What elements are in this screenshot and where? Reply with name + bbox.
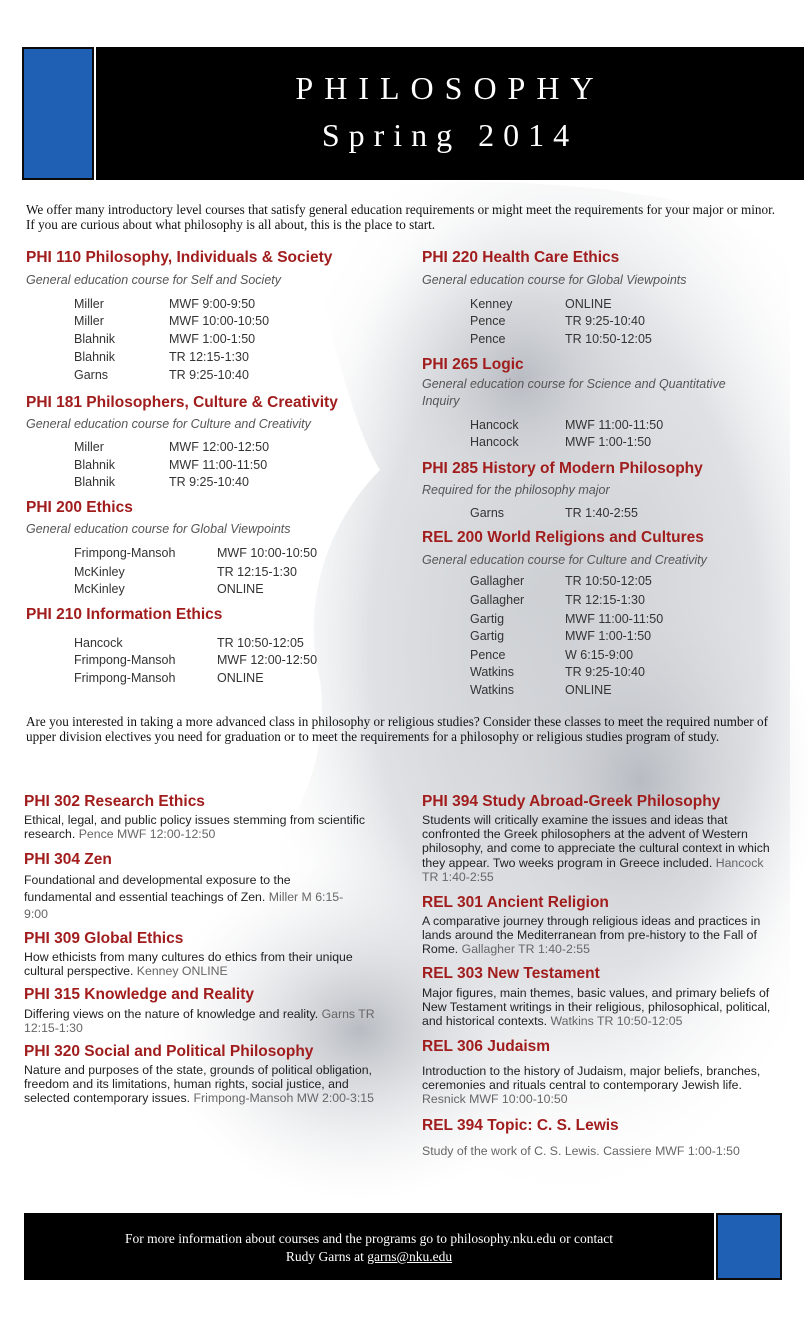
- course-title: PHI 304 Zen: [24, 851, 112, 868]
- section-time: MWF 1:00-1:50: [565, 629, 652, 643]
- page-title: PHILOSOPHY: [295, 70, 605, 106]
- course-description: [24, 1007, 389, 1035]
- section-time: W 6:15-9:00: [565, 648, 634, 662]
- section-time: MWF 11:00-11:50: [169, 458, 268, 472]
- footer-blue-block: [716, 1213, 782, 1280]
- course-desc-text: Major figures, main themes, basic values, and primary beliefs of New Testament writings in their religious, philosophical, political, and historical contexts.: [422, 986, 771, 1029]
- section-instructor: Watkins: [470, 665, 514, 679]
- intro-paragraph: We offer many introductory level courses that satisfy general education requirements or might meet the requirements for your major or minor. If you are curious about what philosophy is all about, this is the place to start.: [26, 202, 776, 232]
- course-desc-text: A comparative journey through religious ideas and practices in lands around the Mediterranean from pre-history to the Fall of Rome.: [422, 914, 761, 957]
- section-time: TR 9:25-10:40: [169, 475, 249, 489]
- section-time: MWF 12:00-12:50: [217, 653, 318, 667]
- header-blue-block: [22, 47, 94, 180]
- section-time: ONLINE: [565, 683, 612, 697]
- section-time: MWF 10:00-10:50: [169, 314, 270, 328]
- section-instructor: Pence: [470, 314, 506, 328]
- course-note: Required for the philosophy major: [422, 483, 610, 497]
- course-title: PHI 265 Logic: [422, 356, 524, 373]
- section-instructor: Blahnik: [74, 350, 115, 364]
- course-desc-text: Differing views on the nature of knowledge and reality.: [24, 1007, 319, 1021]
- course-title: PHI 309 Global Ethics: [24, 930, 184, 947]
- section-instructor: Pence: [470, 332, 506, 346]
- course-desc-text: Foundational and developmental exposure to the fundamental and essential teachings of Zen.: [24, 873, 291, 904]
- section-instructor: Gartig: [470, 629, 505, 643]
- section-time: TR 10:50-12:05: [217, 636, 304, 650]
- section-time: TR 12:15-1:30: [565, 593, 645, 607]
- section-instructor: Kenney: [470, 297, 513, 311]
- section-time: MWF 12:00-12:50: [169, 440, 270, 454]
- section-instructor: Frimpong-Mansoh: [74, 671, 176, 685]
- section-instructor: Blahnik: [74, 475, 115, 489]
- course-note: General education course for Culture and Creativity: [422, 553, 707, 567]
- course-title: PHI 210 Information Ethics: [26, 606, 223, 623]
- section-time: MWF 10:00-10:50: [217, 546, 318, 560]
- course-desc-text: How ethicists from many cultures do ethics from their unique cultural perspective.: [24, 950, 353, 979]
- section-instructor: Hancock: [470, 435, 519, 449]
- course-title: REL 303 New Testament: [422, 965, 600, 982]
- section-instructor: Blahnik: [74, 332, 115, 346]
- course-description: [422, 1064, 777, 1107]
- course-schedule: Kenney ONLINE: [136, 964, 228, 979]
- section-time: MWF 1:00-1:50: [169, 332, 256, 346]
- footer-line1: For more information about courses and the programs go to philosophy.nku.edu or contact: [124, 1231, 614, 1246]
- course-title: PHI 394 Study Abroad-Greek Philosophy: [422, 793, 721, 810]
- section-instructor: Miller: [74, 297, 104, 311]
- course-description: [422, 813, 782, 884]
- course-schedule: Garns TR 12:15-1:30: [24, 1007, 375, 1036]
- course-description: [422, 1144, 787, 1158]
- course-title: PHI 110 Philosophy, Individuals & Society: [26, 249, 333, 266]
- header-black-banner: [96, 47, 804, 180]
- course-schedule: Pence MWF 12:00-12:50: [78, 827, 216, 842]
- section-instructor: Blahnik: [74, 458, 115, 472]
- section-time: TR 9:25-10:40: [565, 665, 645, 679]
- section-instructor: Gartig: [470, 612, 505, 626]
- section-time: ONLINE: [217, 582, 264, 596]
- course-description: [24, 950, 389, 978]
- course-desc-text: Ethical, legal, and public policy issues stemming from scientific research.: [24, 813, 366, 842]
- section-instructor: Frimpong-Mansoh: [74, 653, 176, 667]
- course-desc-text: Nature and purposes of the state, grounds of political obligation, freedom and its limitations, human rights, social justice, and selected contemporary issues.: [24, 1063, 372, 1106]
- footer-line2: [24, 1248, 714, 1266]
- section-instructor: Miller: [74, 440, 104, 454]
- section-instructor: Pence: [470, 648, 506, 662]
- section-time: TR 9:25-10:40: [565, 314, 645, 328]
- section-time: TR 12:15-1:30: [169, 350, 249, 364]
- section-instructor: McKinley: [74, 565, 125, 579]
- section-time: ONLINE: [565, 297, 612, 311]
- course-description: [24, 813, 394, 841]
- section-time: MWF 11:00-11:50: [565, 418, 664, 432]
- course-schedule: Miller M 6:15-9:00: [24, 890, 344, 921]
- course-note: General education course for Global Viewpoints: [422, 273, 687, 287]
- section-instructor: Garns: [470, 506, 505, 520]
- footer-contact: [24, 1230, 714, 1266]
- course-schedule: Gallagher TR 1:40-2:55: [461, 942, 590, 957]
- course-title: PHI 302 Research Ethics: [24, 793, 205, 810]
- course-schedule: Resnick MWF 10:00-10:50: [422, 1092, 568, 1107]
- section-time: TR 1:40-2:55: [565, 506, 638, 520]
- course-note: General education course for Science and Quantitative Inquiry: [422, 377, 726, 408]
- section-instructor: Gallagher: [470, 574, 525, 588]
- course-note: General education course for Culture and Creativity: [26, 417, 311, 431]
- course-description: [422, 986, 787, 1029]
- section-instructor: Watkins: [470, 683, 514, 697]
- section-instructor: McKinley: [74, 582, 125, 596]
- course-note: General education course for Self and Society: [26, 273, 282, 287]
- course-desc-text: Introduction to the history of Judaism, major beliefs, branches, ceremonies and rituals central to contemporary Jewish life.: [422, 1064, 761, 1093]
- section-time: TR 9:25-10:40: [169, 368, 249, 382]
- course-schedule: Cassiere MWF 1:00-1:50: [603, 1144, 740, 1158]
- section-instructor: Garns: [74, 368, 109, 382]
- section-instructor: Hancock: [74, 636, 123, 650]
- section-time: MWF 9:00-9:50: [169, 297, 256, 311]
- course-schedule: Hancock TR 1:40-2:55: [422, 855, 764, 884]
- course-desc-text: Study of the work of C. S. Lewis.: [422, 1144, 600, 1158]
- footer-contact-name: Rudy Garns at: [285, 1249, 368, 1264]
- section-time: TR 12:15-1:30: [217, 565, 297, 579]
- course-desc-text: Students will critically examine the issues and ideas that confronted the Greek philosophers at the advent of Western philosophy, and come to appreciate the cultural context in which they appear. Two weeks program in Greece included.: [422, 813, 770, 870]
- course-title: REL 394 Topic: C. S. Lewis: [422, 1117, 619, 1134]
- upper-division-intro: Are you interested in taking a more advanced class in philosophy or religious studies? Consider these classes to meet the required number of upper division electives you need for graduation or to meet the requirements for a philosophy or religious studies program of study.: [26, 714, 768, 744]
- footer-email-link[interactable]: garns@nku.edu: [367, 1249, 453, 1264]
- course-title: PHI 181 Philosophers, Culture & Creativity: [26, 394, 338, 411]
- course-description: [24, 872, 344, 923]
- section-time: ONLINE: [217, 671, 264, 685]
- course-title: REL 306 Judaism: [422, 1038, 551, 1055]
- course-title: PHI 320 Social and Political Philosophy: [24, 1043, 314, 1060]
- section-time: MWF 1:00-1:50: [565, 435, 652, 449]
- course-title: PHI 285 History of Modern Philosophy: [422, 460, 703, 477]
- course-description: [24, 1063, 394, 1106]
- section-time: TR 10:50-12:05: [565, 332, 652, 346]
- section-instructor: Hancock: [470, 418, 519, 432]
- course-title: PHI 200 Ethics: [26, 499, 133, 516]
- section-instructor: Gallagher: [470, 593, 525, 607]
- page-subtitle: Spring 2014: [321, 117, 579, 153]
- course-schedule: Frimpong-Mansoh MW 2:00-3:15: [193, 1091, 374, 1106]
- course-title: REL 200 World Religions and Cultures: [422, 529, 704, 546]
- course-description: [422, 914, 787, 957]
- course-note: General education course for Global Viewpoints: [26, 522, 291, 536]
- section-instructor: Frimpong-Mansoh: [74, 546, 176, 560]
- course-title: PHI 220 Health Care Ethics: [422, 249, 620, 266]
- course-schedule: Watkins TR 10:50-12:05: [550, 1014, 683, 1029]
- course-title: PHI 315 Knowledge and Reality: [24, 986, 254, 1003]
- course-title: REL 301 Ancient Religion: [422, 894, 609, 911]
- section-time: TR 10:50-12:05: [565, 574, 652, 588]
- section-instructor: Miller: [74, 314, 104, 328]
- section-time: MWF 11:00-11:50: [565, 612, 664, 626]
